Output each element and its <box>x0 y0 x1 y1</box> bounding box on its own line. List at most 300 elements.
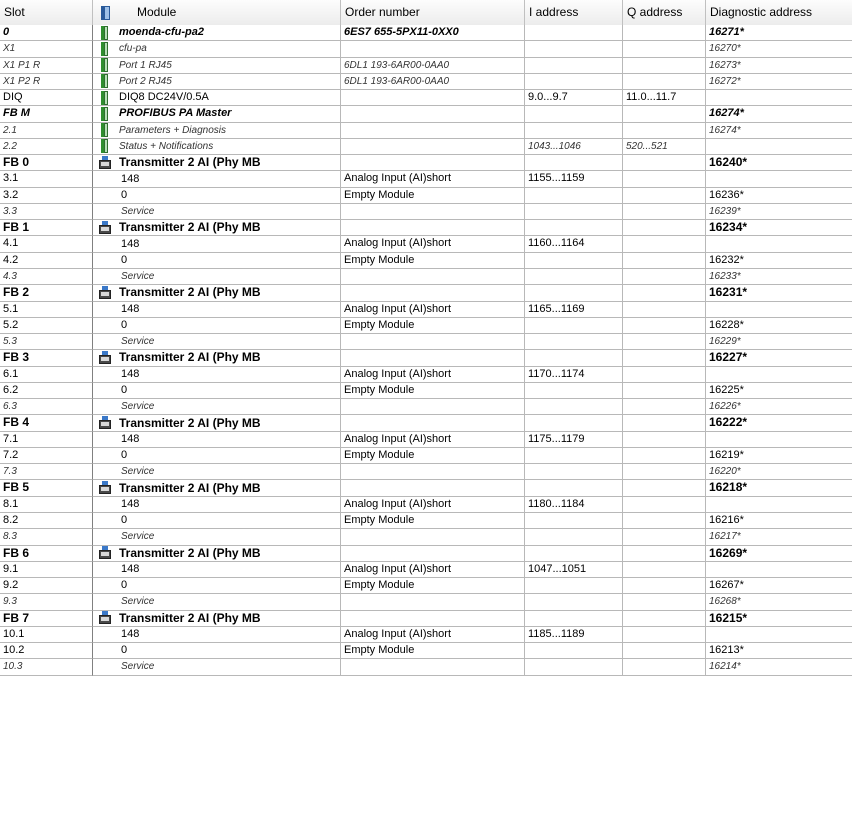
slot-cell[interactable]: 6.3 <box>0 399 93 415</box>
module-cell[interactable] <box>93 529 341 545</box>
slot-cell[interactable]: 9.2 <box>0 578 93 594</box>
slot-cell[interactable]: 4.3 <box>0 269 93 285</box>
diagnostic-address-cell[interactable]: 16272* <box>706 74 852 90</box>
i-address-cell[interactable]: 1047...1051 <box>525 562 623 578</box>
q-address-cell[interactable]: 520...521 <box>623 139 706 155</box>
table-row[interactable] <box>0 611 852 627</box>
order-number-cell[interactable] <box>341 546 525 562</box>
i-address-cell[interactable] <box>525 448 623 464</box>
table-row[interactable] <box>0 578 852 594</box>
i-address-cell[interactable]: 1043...1046 <box>525 139 623 155</box>
order-number-cell[interactable] <box>341 220 525 236</box>
table-row[interactable] <box>0 513 852 529</box>
i-address-cell[interactable] <box>525 269 623 285</box>
module-cell[interactable] <box>93 383 341 399</box>
slot-cell[interactable]: 8.2 <box>0 513 93 529</box>
i-address-cell[interactable] <box>525 41 623 57</box>
diagnostic-address-cell[interactable] <box>706 432 852 448</box>
diagnostic-address-cell[interactable]: 16228* <box>706 318 852 334</box>
q-address-cell[interactable] <box>623 123 706 139</box>
q-address-cell[interactable] <box>623 513 706 529</box>
module-cell[interactable] <box>93 367 341 383</box>
table-row[interactable] <box>0 123 852 139</box>
i-address-cell[interactable]: 1170...1174 <box>525 367 623 383</box>
q-address-cell[interactable] <box>623 562 706 578</box>
i-address-cell[interactable] <box>525 318 623 334</box>
diagnostic-address-cell[interactable] <box>706 497 852 513</box>
field-device-icon <box>98 351 112 365</box>
slot-cell[interactable]: X1 P1 R <box>0 58 93 74</box>
diagnostic-address-cell[interactable]: 16216* <box>706 513 852 529</box>
q-address-cell[interactable] <box>623 415 706 431</box>
diagnostic-address-cell[interactable]: 16222* <box>706 415 852 431</box>
module-cell[interactable] <box>93 334 341 350</box>
table-row[interactable] <box>0 529 852 545</box>
q-address-cell[interactable] <box>623 220 706 236</box>
q-address-cell[interactable] <box>623 285 706 301</box>
i-address-cell[interactable]: 1155...1159 <box>525 171 623 187</box>
slot-cell[interactable]: FB M <box>0 106 93 122</box>
slot-cell[interactable]: FB 2 <box>0 285 93 301</box>
slot-cell[interactable]: 10.2 <box>0 643 93 659</box>
i-address-cell[interactable]: 1185...1189 <box>525 627 623 643</box>
module-cell[interactable] <box>93 643 341 659</box>
column-header-i-address[interactable]: I address <box>525 0 623 25</box>
diagnostic-address-cell[interactable] <box>706 562 852 578</box>
order-number-cell[interactable] <box>341 41 525 57</box>
diagnostic-address-cell[interactable]: 16270* <box>706 41 852 57</box>
module-cell[interactable] <box>93 106 341 122</box>
table-row[interactable] <box>0 318 852 334</box>
order-number-cell[interactable]: Analog Input (AI)short <box>341 171 525 187</box>
table-row[interactable] <box>0 236 852 252</box>
order-number-cell[interactable] <box>341 415 525 431</box>
slot-cell[interactable]: 3.2 <box>0 188 93 204</box>
module-cell[interactable] <box>93 58 341 74</box>
q-address-cell[interactable] <box>623 643 706 659</box>
module-cell[interactable] <box>93 269 341 285</box>
module-cell[interactable] <box>93 188 341 204</box>
i-address-cell[interactable] <box>525 546 623 562</box>
table-row[interactable] <box>0 367 852 383</box>
order-number-cell[interactable]: Analog Input (AI)short <box>341 627 525 643</box>
diagnostic-address-cell[interactable] <box>706 171 852 187</box>
module-icon <box>98 91 112 105</box>
module-cell[interactable] <box>93 220 341 236</box>
module-name: 0 <box>121 579 128 592</box>
i-address-cell[interactable] <box>525 220 623 236</box>
slot-cell[interactable]: 9.1 <box>0 562 93 578</box>
diagnostic-address-cell[interactable]: 16273* <box>706 58 852 74</box>
module-cell[interactable] <box>93 399 341 415</box>
q-address-cell[interactable] <box>623 269 706 285</box>
q-address-cell[interactable] <box>623 253 706 269</box>
diagnostic-address-cell[interactable]: 16229* <box>706 334 852 350</box>
module-cell[interactable] <box>93 546 341 562</box>
table-row[interactable] <box>0 139 852 155</box>
module-cell[interactable] <box>93 611 341 627</box>
order-number-cell[interactable]: Empty Module <box>341 513 525 529</box>
slot-cell[interactable]: 7.2 <box>0 448 93 464</box>
q-address-cell[interactable] <box>623 155 706 171</box>
table-row[interactable] <box>0 464 852 480</box>
i-address-cell[interactable] <box>525 204 623 220</box>
q-address-cell[interactable] <box>623 302 706 318</box>
table-row[interactable] <box>0 90 852 106</box>
slot-cell[interactable]: X1 P2 R <box>0 74 93 90</box>
diagnostic-address-cell[interactable]: 16232* <box>706 253 852 269</box>
module-cell[interactable] <box>93 302 341 318</box>
table-row[interactable] <box>0 399 852 415</box>
q-address-cell[interactable] <box>623 74 706 90</box>
diagnostic-address-cell[interactable]: 16234* <box>706 220 852 236</box>
slot-cell[interactable]: 10.1 <box>0 627 93 643</box>
slot-cell[interactable]: FB 3 <box>0 350 93 366</box>
diagnostic-address-cell[interactable]: 16240* <box>706 155 852 171</box>
diagnostic-address-cell[interactable] <box>706 367 852 383</box>
q-address-cell[interactable] <box>623 58 706 74</box>
order-number-cell[interactable] <box>341 594 525 610</box>
diagnostic-address-cell[interactable]: 16227* <box>706 350 852 366</box>
table-row[interactable] <box>0 74 852 90</box>
table-row[interactable] <box>0 448 852 464</box>
slot-cell[interactable]: X1 <box>0 41 93 57</box>
i-address-cell[interactable] <box>525 643 623 659</box>
q-address-cell[interactable]: 11.0...11.7 <box>623 90 706 106</box>
i-address-cell[interactable] <box>525 253 623 269</box>
order-number-cell[interactable] <box>341 464 525 480</box>
table-row[interactable] <box>0 415 852 431</box>
i-address-cell[interactable] <box>525 659 623 675</box>
table-row[interactable] <box>0 58 852 74</box>
table-row[interactable] <box>0 627 852 643</box>
q-address-cell[interactable] <box>623 106 706 122</box>
q-address-cell[interactable] <box>623 627 706 643</box>
module-cell[interactable] <box>93 171 341 187</box>
module-cell[interactable] <box>93 350 341 366</box>
slot-cell[interactable]: 3.3 <box>0 204 93 220</box>
diagnostic-address-cell[interactable]: 16267* <box>706 578 852 594</box>
table-row[interactable] <box>0 643 852 659</box>
order-number-cell[interactable]: 6DL1 193-6AR00-0AA0 <box>341 58 525 74</box>
q-address-cell[interactable] <box>623 594 706 610</box>
table-row[interactable] <box>0 269 852 285</box>
module-name: 148 <box>121 627 140 640</box>
q-address-cell[interactable] <box>623 480 706 496</box>
module-cell[interactable] <box>93 464 341 480</box>
table-row[interactable] <box>0 432 852 448</box>
table-row[interactable] <box>0 25 852 41</box>
slot-cell[interactable]: 5.2 <box>0 318 93 334</box>
slot-cell[interactable]: FB 5 <box>0 480 93 496</box>
table-row[interactable] <box>0 204 852 220</box>
module-cell[interactable] <box>93 139 341 155</box>
module-cell[interactable] <box>93 513 341 529</box>
slot-cell[interactable]: 4.1 <box>0 236 93 252</box>
diagnostic-address-cell[interactable]: 16239* <box>706 204 852 220</box>
slot-cell[interactable]: 0 <box>0 25 93 41</box>
order-number-cell[interactable] <box>341 269 525 285</box>
q-address-cell[interactable] <box>623 611 706 627</box>
q-address-cell[interactable] <box>623 25 706 41</box>
table-row[interactable] <box>0 106 852 122</box>
order-number-cell[interactable]: Analog Input (AI)short <box>341 432 525 448</box>
order-number-cell[interactable] <box>341 659 525 675</box>
table-row[interactable] <box>0 383 852 399</box>
order-number-cell[interactable] <box>341 350 525 366</box>
table-row[interactable] <box>0 546 852 562</box>
module-cell[interactable] <box>93 123 341 139</box>
slot-cell[interactable]: 2.2 <box>0 139 93 155</box>
i-address-cell[interactable] <box>525 334 623 350</box>
module-name: Service <box>121 661 155 673</box>
column-header-diagnostic-address[interactable]: Diagnostic address <box>706 0 852 25</box>
module-cell[interactable] <box>93 74 341 90</box>
diagnostic-address-cell[interactable]: 16233* <box>706 269 852 285</box>
slot-cell[interactable]: DIQ <box>0 90 93 106</box>
table-row[interactable] <box>0 285 852 301</box>
table-row[interactable] <box>0 302 852 318</box>
i-address-cell[interactable] <box>525 74 623 90</box>
order-number-cell[interactable]: Empty Module <box>341 578 525 594</box>
module-cell[interactable] <box>93 90 341 106</box>
table-row[interactable] <box>0 171 852 187</box>
module-cell[interactable] <box>93 318 341 334</box>
module-cell[interactable] <box>93 41 341 57</box>
module-icon <box>98 58 112 72</box>
i-address-cell[interactable] <box>525 611 623 627</box>
slot-cell[interactable]: 2.1 <box>0 123 93 139</box>
q-address-cell[interactable] <box>623 383 706 399</box>
q-address-cell[interactable] <box>623 171 706 187</box>
module-cell[interactable] <box>93 155 341 171</box>
column-header-q-address[interactable]: Q address <box>623 0 706 25</box>
q-address-cell[interactable] <box>623 236 706 252</box>
q-address-cell[interactable] <box>623 367 706 383</box>
q-address-cell[interactable] <box>623 41 706 57</box>
q-address-cell[interactable] <box>623 448 706 464</box>
module-name: Service <box>121 401 155 413</box>
diagnostic-address-cell[interactable]: 16271* <box>706 25 852 41</box>
slot-cell[interactable]: 8.3 <box>0 529 93 545</box>
module-icon <box>98 139 112 153</box>
module-cell[interactable] <box>93 432 341 448</box>
q-address-cell[interactable] <box>623 578 706 594</box>
diagnostic-address-cell[interactable]: 16219* <box>706 448 852 464</box>
order-number-cell[interactable]: Empty Module <box>341 383 525 399</box>
q-address-cell[interactable] <box>623 188 706 204</box>
order-number-cell[interactable]: Empty Module <box>341 448 525 464</box>
table-row[interactable] <box>0 41 852 57</box>
order-number-cell[interactable] <box>341 90 525 106</box>
q-address-cell[interactable] <box>623 464 706 480</box>
slot-cell[interactable]: 6.1 <box>0 367 93 383</box>
module-cell[interactable] <box>93 497 341 513</box>
diagnostic-address-cell[interactable] <box>706 90 852 106</box>
q-address-cell[interactable] <box>623 497 706 513</box>
diagnostic-address-cell[interactable]: 16274* <box>706 106 852 122</box>
diagnostic-address-cell[interactable]: 16213* <box>706 643 852 659</box>
table-row[interactable] <box>0 497 852 513</box>
slot-cell[interactable]: FB 0 <box>0 155 93 171</box>
i-address-cell[interactable] <box>525 399 623 415</box>
q-address-cell[interactable] <box>623 318 706 334</box>
slot-cell[interactable]: 9.3 <box>0 594 93 610</box>
module-cell[interactable] <box>93 236 341 252</box>
order-number-cell[interactable]: Empty Module <box>341 253 525 269</box>
i-address-cell[interactable] <box>525 285 623 301</box>
diagnostic-address-cell[interactable]: 16217* <box>706 529 852 545</box>
order-number-cell[interactable] <box>341 155 525 171</box>
i-address-cell[interactable] <box>525 155 623 171</box>
slot-cell[interactable]: 10.3 <box>0 659 93 675</box>
q-address-cell[interactable] <box>623 546 706 562</box>
i-address-cell[interactable] <box>525 106 623 122</box>
i-address-cell[interactable] <box>525 415 623 431</box>
slot-cell[interactable]: 7.1 <box>0 432 93 448</box>
i-address-cell[interactable] <box>525 383 623 399</box>
module-cell[interactable] <box>93 204 341 220</box>
order-number-cell[interactable]: 6DL1 193-6AR00-0AA0 <box>341 74 525 90</box>
diagnostic-address-cell[interactable]: 16225* <box>706 383 852 399</box>
diagnostic-address-cell[interactable]: 16220* <box>706 464 852 480</box>
i-address-cell[interactable] <box>525 188 623 204</box>
diagnostic-address-cell[interactable]: 16268* <box>706 594 852 610</box>
field-device-icon <box>98 221 112 235</box>
i-address-cell[interactable] <box>525 464 623 480</box>
diagnostic-address-cell[interactable] <box>706 627 852 643</box>
i-address-cell[interactable] <box>525 58 623 74</box>
diagnostic-address-cell[interactable]: 16215* <box>706 611 852 627</box>
order-number-cell[interactable]: Empty Module <box>341 188 525 204</box>
column-header-module-label: Module <box>137 5 177 19</box>
order-number-cell[interactable] <box>341 123 525 139</box>
i-address-cell[interactable]: 1160...1164 <box>525 236 623 252</box>
i-address-cell[interactable]: 1165...1169 <box>525 302 623 318</box>
order-number-cell[interactable] <box>341 480 525 496</box>
i-address-cell[interactable] <box>525 578 623 594</box>
i-address-cell[interactable] <box>525 350 623 366</box>
order-number-cell[interactable]: Analog Input (AI)short <box>341 497 525 513</box>
i-address-cell[interactable] <box>525 529 623 545</box>
order-number-cell[interactable]: Empty Module <box>341 643 525 659</box>
module-cell[interactable] <box>93 253 341 269</box>
diagnostic-address-cell[interactable]: 16218* <box>706 480 852 496</box>
order-number-cell[interactable]: Empty Module <box>341 318 525 334</box>
module-name: cfu-pa <box>119 43 147 55</box>
table-row[interactable] <box>0 188 852 204</box>
q-address-cell[interactable] <box>623 204 706 220</box>
q-address-cell[interactable] <box>623 334 706 350</box>
q-address-cell[interactable] <box>623 432 706 448</box>
module-cell[interactable] <box>93 594 341 610</box>
diagnostic-address-cell[interactable] <box>706 236 852 252</box>
order-number-cell[interactable]: Analog Input (AI)short <box>341 367 525 383</box>
table-row[interactable] <box>0 350 852 366</box>
slot-cell[interactable]: 4.2 <box>0 253 93 269</box>
table-row[interactable] <box>0 480 852 496</box>
order-number-cell[interactable]: 6ES7 655-5PX11-0XX0 <box>341 25 525 41</box>
i-address-cell[interactable]: 1175...1179 <box>525 432 623 448</box>
diagnostic-address-cell[interactable]: 16214* <box>706 659 852 675</box>
module-cell[interactable] <box>93 562 341 578</box>
diagnostic-address-cell[interactable] <box>706 302 852 318</box>
order-number-cell[interactable] <box>341 139 525 155</box>
table-row[interactable] <box>0 594 852 610</box>
slot-cell[interactable]: FB 6 <box>0 546 93 562</box>
diagnostic-address-cell[interactable]: 16226* <box>706 399 852 415</box>
slot-cell[interactable]: 3.1 <box>0 171 93 187</box>
diagnostic-address-cell[interactable] <box>706 139 852 155</box>
slot-cell[interactable]: FB 1 <box>0 220 93 236</box>
diagnostic-address-cell[interactable]: 16274* <box>706 123 852 139</box>
column-header-module[interactable] <box>93 0 341 25</box>
slot-cell[interactable]: 5.1 <box>0 302 93 318</box>
module-name: 148 <box>121 432 140 445</box>
table-row[interactable] <box>0 562 852 578</box>
order-number-cell[interactable] <box>341 334 525 350</box>
table-row[interactable] <box>0 220 852 236</box>
table-row[interactable] <box>0 659 852 675</box>
diagnostic-address-cell[interactable]: 16269* <box>706 546 852 562</box>
order-number-cell[interactable] <box>341 611 525 627</box>
module-name: 0 <box>121 188 128 201</box>
table-row[interactable] <box>0 155 852 171</box>
module-cell[interactable] <box>93 25 341 41</box>
module-cell[interactable] <box>93 627 341 643</box>
module-cell[interactable] <box>93 578 341 594</box>
order-number-cell[interactable]: Analog Input (AI)short <box>341 236 525 252</box>
q-address-cell[interactable] <box>623 399 706 415</box>
table-row[interactable] <box>0 334 852 350</box>
slot-cell[interactable]: 5.3 <box>0 334 93 350</box>
diagnostic-address-cell[interactable]: 16231* <box>706 285 852 301</box>
module-cell[interactable] <box>93 480 341 496</box>
order-number-cell[interactable] <box>341 399 525 415</box>
slot-cell[interactable]: 8.1 <box>0 497 93 513</box>
module-cell[interactable] <box>93 659 341 675</box>
q-address-cell[interactable] <box>623 529 706 545</box>
slot-cell[interactable]: FB 4 <box>0 415 93 431</box>
i-address-cell[interactable]: 9.0...9.7 <box>525 90 623 106</box>
i-address-cell[interactable] <box>525 480 623 496</box>
module-cell[interactable] <box>93 448 341 464</box>
diagnostic-address-cell[interactable]: 16236* <box>706 188 852 204</box>
column-header-slot[interactable]: Slot <box>0 0 93 25</box>
q-address-cell[interactable] <box>623 350 706 366</box>
table-row[interactable] <box>0 253 852 269</box>
field-device-icon <box>98 481 112 495</box>
i-address-cell[interactable] <box>525 513 623 529</box>
i-address-cell[interactable] <box>525 594 623 610</box>
i-address-cell[interactable]: 1180...1184 <box>525 497 623 513</box>
i-address-cell[interactable] <box>525 25 623 41</box>
module-cell[interactable] <box>93 285 341 301</box>
order-number-cell[interactable] <box>341 204 525 220</box>
column-header-order-number[interactable]: Order number <box>341 0 525 25</box>
i-address-cell[interactable] <box>525 123 623 139</box>
slot-cell[interactable]: 7.3 <box>0 464 93 480</box>
order-number-cell[interactable] <box>341 106 525 122</box>
order-number-cell[interactable] <box>341 285 525 301</box>
module-cell[interactable] <box>93 415 341 431</box>
slot-cell[interactable]: 6.2 <box>0 383 93 399</box>
q-address-cell[interactable] <box>623 659 706 675</box>
order-number-cell[interactable]: Analog Input (AI)short <box>341 562 525 578</box>
order-number-cell[interactable] <box>341 529 525 545</box>
slot-cell[interactable]: FB 7 <box>0 611 93 627</box>
order-number-cell[interactable]: Analog Input (AI)short <box>341 302 525 318</box>
